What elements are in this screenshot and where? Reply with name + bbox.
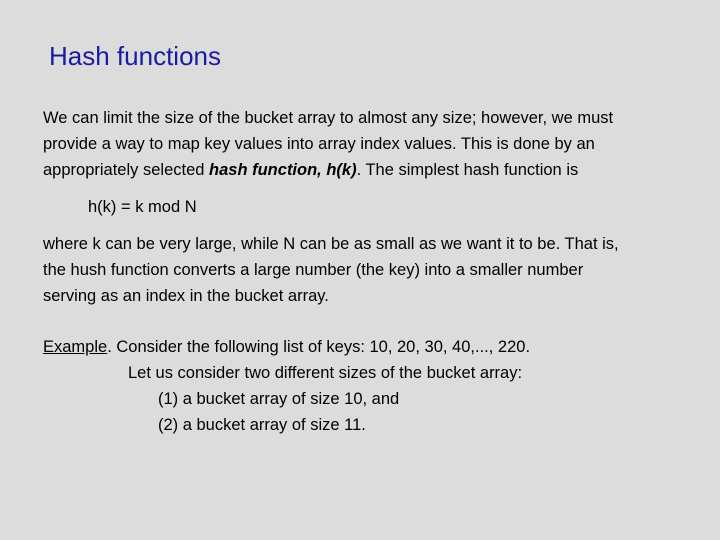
intro-line-3-end: . The simplest hash function is (356, 161, 579, 179)
explanation-paragraph (43, 231, 619, 309)
hash-function-term: hash function, h(k) (209, 161, 357, 179)
explanation-line-2: the hush function converts a large number (the key) into a smaller number (43, 261, 584, 279)
slide-title: Hash functions (49, 41, 221, 71)
example-label: Example (43, 338, 108, 356)
explanation-line-1: where k can be very large, while N can be as small as we want it to be. That is, (43, 235, 619, 253)
example-keys-text: . Consider the following list of keys: 10, 20, 30, 40,..., 220. (107, 338, 531, 356)
intro-paragraph (43, 105, 613, 183)
intro-line-2: provide a way to map key values into array index values. This is done by an (43, 135, 595, 153)
intro-line-1: We can limit the size of the bucket array to almost any size; however, we must (43, 109, 614, 127)
example-line-2: Let us consider two different sizes of the bucket array: (128, 364, 523, 382)
example-case-2: (2) a bucket array of size 11. (158, 416, 366, 434)
intro-line-3-start: appropriately selected (43, 161, 210, 179)
explanation-line-3: serving as an index in the bucket array. (43, 287, 329, 305)
intro-line-3 (43, 157, 613, 183)
example-case-1: (1) a bucket array of size 10, and (158, 390, 400, 408)
example-line-1 (43, 334, 530, 360)
hash-formula: h(k) = k mod N (88, 198, 197, 216)
